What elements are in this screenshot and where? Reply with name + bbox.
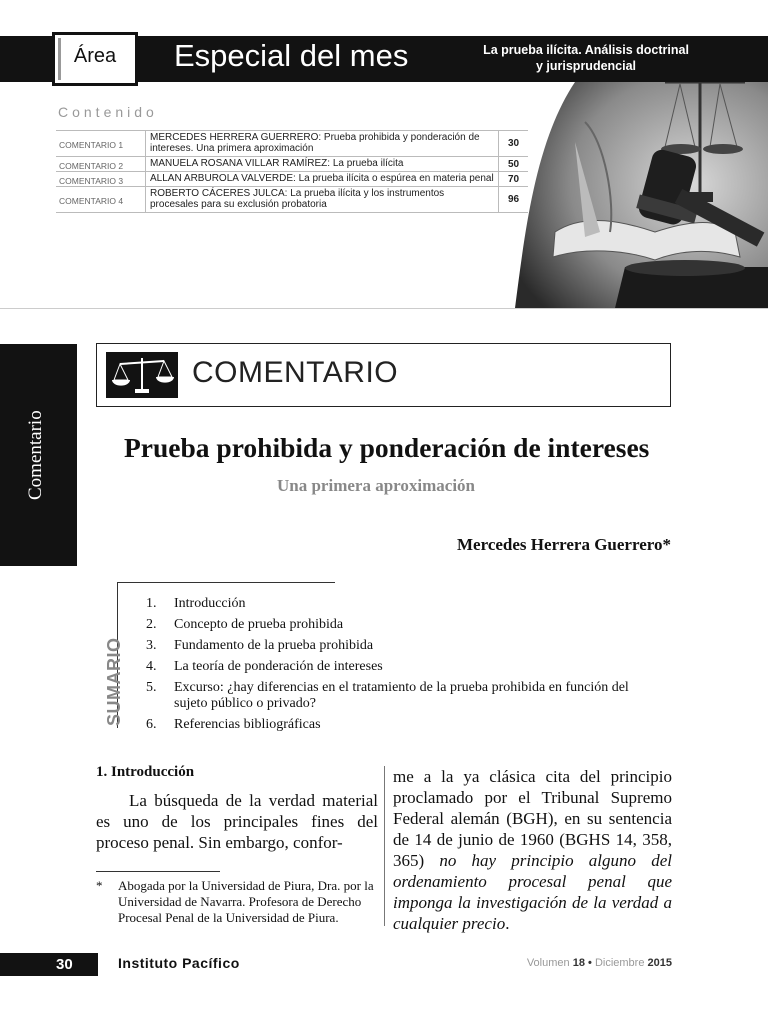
footnote <box>96 878 378 926</box>
contents-title: MERCEDES HERRERA GUERRERO: Prueba prohibida y ponderación de intereses. Una primera aproximación <box>150 132 480 154</box>
justice-photo <box>515 82 768 308</box>
contents-label: Contenido <box>58 104 158 120</box>
sumario-item[interactable] <box>146 680 646 712</box>
sumario-text: Fundamento de la prueba prohibida <box>174 638 374 653</box>
issue-info <box>527 957 672 969</box>
contents-row[interactable] <box>56 131 528 157</box>
section-title: Especial del mes <box>174 38 409 73</box>
sumario-num: 4. <box>146 659 157 674</box>
side-tab-label: Comentario <box>25 410 46 500</box>
sumario-label: SUMARIO <box>104 637 124 726</box>
issue-year: 2015 <box>647 957 672 969</box>
footnote-rule <box>96 871 220 872</box>
sumario-text: Introducción <box>174 596 246 611</box>
contents-row[interactable] <box>56 187 528 213</box>
sumario-text: Referencias bibliográficas <box>174 717 321 732</box>
volume-label: Volumen <box>526 957 570 969</box>
section-heading: 1. Introducción <box>96 764 195 780</box>
contents-kind: COMENTARIO 3 <box>56 172 146 186</box>
column-separator <box>384 766 385 926</box>
volume-number: 18 <box>572 957 585 969</box>
sumario-num: 3. <box>146 638 157 653</box>
contents-kind: COMENTARIO 1 <box>56 131 146 156</box>
body-paragraph-continued <box>393 766 672 934</box>
section-subtitle <box>470 42 702 74</box>
sumario-rule <box>117 582 335 583</box>
area-box <box>52 32 138 86</box>
issue-month: Diciembre <box>594 957 645 969</box>
body-text: me a la ya clásica cita del principio proclamado por el Tribunal Supremo Federal alemán (BGH), en su sentencia de 14 de junio de 1960 (BGHS 14, 358, 365) <box>393 767 672 870</box>
body-column-left <box>96 764 378 853</box>
article-title: Prueba prohibida y ponderación de intereses <box>124 432 650 463</box>
contents-kind: COMENTARIO 4 <box>56 187 146 212</box>
contents-page: 96 <box>498 187 528 212</box>
contents-title: MANUELA ROSANA VILLAR RAMÍREZ: La prueba ilícita <box>150 158 404 169</box>
body-italic-quote: no hay principio alguno del ordenamiento procesal penal que imponga la investigación de la verdad a cualquier precio <box>393 851 672 933</box>
sumario-num: 5. <box>146 680 157 695</box>
contents-page: 50 <box>498 157 528 171</box>
contents-title: ALLAN ARBUROLA VALVERDE: La prueba ilícita o espúrea en materia penal <box>150 173 494 184</box>
sumario-item[interactable] <box>146 638 646 654</box>
contents-row[interactable] <box>56 157 528 172</box>
contents-table <box>56 130 528 213</box>
body-paragraph: La búsqueda de la verdad material es uno de los principales fines del proceso penal. Sin embargo, confor- <box>96 791 378 852</box>
comentario-label: COMENTARIO <box>192 356 399 389</box>
sumario-item[interactable] <box>146 717 646 733</box>
sumario-text: Concepto de prueba prohibida <box>174 617 344 632</box>
footnote-text: Abogada por la Universidad de Piura, Dra. por la Universidad de Navarra. Profesora de Derecho Procesal Penal de la Universidad de Piura. <box>118 878 374 925</box>
publisher-name: Instituto Pacífico <box>118 955 240 971</box>
sumario-text: Excurso: ¿hay diferencias en el tratamiento de la prueba prohibida en función del sujeto público o privado? <box>174 680 629 711</box>
contents-row[interactable] <box>56 172 528 187</box>
body-text-end: . <box>505 914 510 933</box>
sumario-num: 6. <box>146 717 157 732</box>
sumario-item[interactable] <box>146 659 646 675</box>
contents-page: 70 <box>498 172 528 186</box>
contents-title: ROBERTO CÁCERES JULCA: La prueba ilícita y los instrumentos procesales para su exclusión probatoria <box>150 188 445 210</box>
footnote-mark: * <box>96 878 103 893</box>
section-subtitle-line2: y jurisprudencial <box>535 59 637 73</box>
article-subtitle: Una primera aproximación <box>277 476 476 495</box>
scales-of-justice-icon <box>106 352 178 398</box>
divider <box>0 308 768 309</box>
sumario-list <box>146 596 646 738</box>
page-number: 30 <box>0 953 98 976</box>
contents-page: 30 <box>498 131 528 156</box>
section-subtitle-line1: La prueba ilícita. Análisis doctrinal <box>483 43 689 57</box>
comentario-box <box>96 343 671 407</box>
contents-kind: COMENTARIO 2 <box>56 157 146 171</box>
sumario-item[interactable] <box>146 596 646 612</box>
sumario-num: 1. <box>146 596 157 611</box>
bullet: • <box>588 957 592 969</box>
sumario-text: La teoría de ponderación de intereses <box>174 659 383 674</box>
sumario-item[interactable] <box>146 617 646 633</box>
body-column-right <box>393 766 672 934</box>
sumario-num: 2. <box>146 617 157 632</box>
justice-illustration <box>515 82 768 308</box>
article-author: Mercedes Herrera Guerrero* <box>457 535 671 554</box>
area-label: Área <box>73 45 117 67</box>
